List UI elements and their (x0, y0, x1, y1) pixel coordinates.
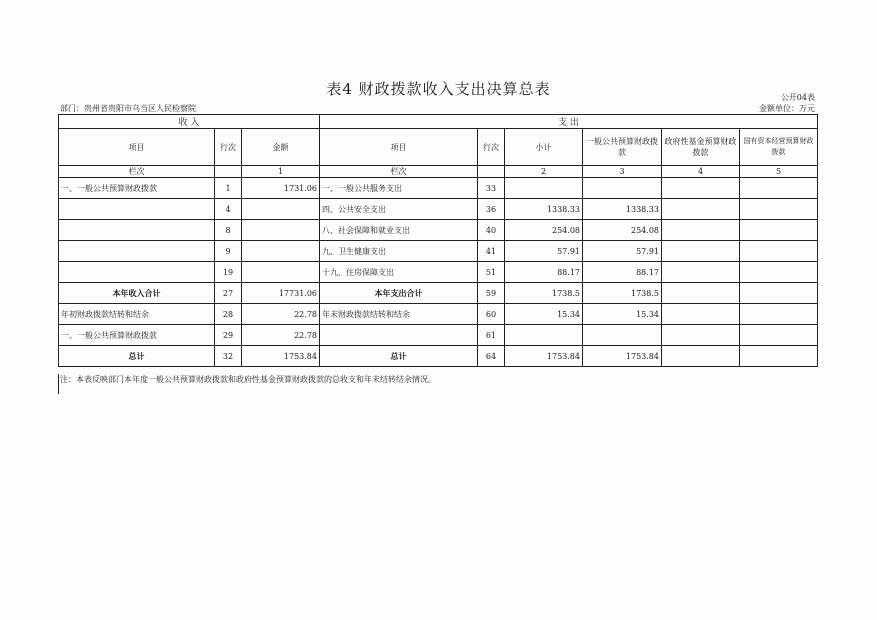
page-title: 表4 财政拨款收入支出决算总表 (326, 80, 551, 98)
state-capital-amount (740, 325, 818, 346)
expense-subtotal (505, 325, 583, 346)
expense-row-no: 64 (478, 346, 505, 367)
expense-row-no: 60 (478, 304, 505, 325)
expense-item: 一、一般公共服务支出 (320, 178, 478, 199)
header-subtotal: 小计 (505, 129, 583, 166)
gov-fund-amount (662, 325, 740, 346)
gov-fund-amount (662, 241, 740, 262)
general-budget-amount: 1338.33 (583, 199, 662, 220)
col-number-label: 栏次 (59, 166, 215, 178)
gov-fund-amount (662, 283, 740, 304)
income-item: 年初财政拨款结转和结余 (59, 304, 215, 325)
expense-row-no: 36 (478, 199, 505, 220)
unit-label: 金额单位：万元 (759, 104, 815, 113)
expense-item: 总计 (320, 346, 478, 367)
table-row (59, 262, 818, 283)
header-row-no: 行次 (215, 129, 242, 166)
header-item: 项目 (59, 129, 215, 166)
income-item (59, 262, 215, 283)
income-amount: 17731.06 (242, 283, 320, 304)
section-header-row (59, 115, 818, 129)
col-number-4: 4 (662, 166, 740, 178)
table-row (59, 199, 818, 220)
expense-item: 年末财政拨款结转和结余 (320, 304, 478, 325)
col-number-3: 3 (583, 166, 662, 178)
income-row-no: 29 (215, 325, 242, 346)
gov-fund-amount (662, 199, 740, 220)
col-number-blank (215, 166, 242, 178)
income-item (59, 241, 215, 262)
form-number: 公开04表 (780, 93, 815, 102)
table-row (59, 346, 818, 367)
expense-item: 本年支出合计 (320, 283, 478, 304)
expense-row-no: 59 (478, 283, 505, 304)
income-item (59, 220, 215, 241)
expense-subtotal: 254.08 (505, 220, 583, 241)
state-capital-amount (740, 178, 818, 199)
expense-subtotal: 1338.33 (505, 199, 583, 220)
expense-row-no: 40 (478, 220, 505, 241)
col-number-5: 5 (740, 166, 818, 178)
expense-row-no: 61 (478, 325, 505, 346)
income-amount (242, 262, 320, 283)
header-general-budget: 一般公共预算财政拨款 (583, 129, 662, 166)
header-state-capital: 国有资本经营预算财政拨款 (740, 129, 818, 166)
state-capital-amount (740, 262, 818, 283)
table-row (59, 304, 818, 325)
income-row-no: 32 (215, 346, 242, 367)
header-exp-row-no: 行次 (478, 129, 505, 166)
expense-subtotal: 1738.5 (505, 283, 583, 304)
expense-item: 十九、住房保障支出 (320, 262, 478, 283)
table-row (59, 241, 818, 262)
expense-subtotal (505, 178, 583, 199)
expense-subtotal: 88.17 (505, 262, 583, 283)
income-item: 总计 (59, 346, 215, 367)
expense-subtotal: 57.91 (505, 241, 583, 262)
budget-table (58, 114, 818, 367)
gov-fund-amount (662, 262, 740, 283)
general-budget-amount: 57.91 (583, 241, 662, 262)
income-amount: 1731.06 (242, 178, 320, 199)
col-number-blank-2 (478, 166, 505, 178)
gov-fund-amount (662, 220, 740, 241)
expense-row-no: 51 (478, 262, 505, 283)
general-budget-amount (583, 325, 662, 346)
expense-item: 八、社会保障和就业支出 (320, 220, 478, 241)
income-row-no: 27 (215, 283, 242, 304)
header-gov-fund: 政府性基金预算财政拨款 (662, 129, 740, 166)
income-row-no: 1 (215, 178, 242, 199)
general-budget-amount: 254.08 (583, 220, 662, 241)
state-capital-amount (740, 346, 818, 367)
col-number-exp-label: 栏次 (320, 166, 478, 178)
income-row-no: 19 (215, 262, 242, 283)
income-amount (242, 199, 320, 220)
income-row-no: 28 (215, 304, 242, 325)
general-budget-amount: 88.17 (583, 262, 662, 283)
income-amount: 1753.84 (242, 346, 320, 367)
state-capital-amount (740, 241, 818, 262)
income-item: 本年收入合计 (59, 283, 215, 304)
footnote: 注：本表反映部门本年度一般公共预算财政拨款和政府性基金预算财政拨款的总收支和年末结转结余情况。 (60, 375, 436, 384)
general-budget-amount: 1753.84 (583, 346, 662, 367)
gov-fund-amount (662, 178, 740, 199)
gov-fund-amount (662, 346, 740, 367)
general-budget-amount: 1738.5 (583, 283, 662, 304)
table-row (59, 220, 818, 241)
state-capital-amount (740, 220, 818, 241)
table-row (59, 325, 818, 346)
general-budget-amount: 15.34 (583, 304, 662, 325)
state-capital-amount (740, 283, 818, 304)
general-budget-amount (583, 178, 662, 199)
expense-section-header: 支 出 (320, 115, 818, 129)
income-amount: 22.78 (242, 325, 320, 346)
income-item: 一、一般公共预算财政拨款 (59, 178, 215, 199)
gov-fund-amount (662, 304, 740, 325)
table-row (59, 178, 818, 199)
table-row (59, 283, 818, 304)
column-number-row (59, 166, 818, 178)
header-exp-item: 项目 (320, 129, 478, 166)
expense-item: 九、卫生健康支出 (320, 241, 478, 262)
expense-subtotal: 15.34 (505, 304, 583, 325)
income-amount (242, 241, 320, 262)
income-amount: 22.78 (242, 304, 320, 325)
header-amount: 金额 (242, 129, 320, 166)
income-row-no: 4 (215, 199, 242, 220)
department-label: 部门：贵州省贵阳市乌当区人民检察院 (60, 104, 196, 113)
state-capital-amount (740, 304, 818, 325)
state-capital-amount (740, 199, 818, 220)
note-border (58, 374, 59, 394)
column-header-row (59, 129, 818, 166)
expense-row-no: 33 (478, 178, 505, 199)
income-section-header: 收 入 (59, 115, 320, 129)
income-item: 一、一般公共预算财政拨款 (59, 325, 215, 346)
expense-item (320, 325, 478, 346)
expense-row-no: 41 (478, 241, 505, 262)
income-row-no: 9 (215, 241, 242, 262)
col-number-2: 2 (505, 166, 583, 178)
income-row-no: 8 (215, 220, 242, 241)
expense-item: 四、公共安全支出 (320, 199, 478, 220)
income-amount (242, 220, 320, 241)
col-number-1: 1 (242, 166, 320, 178)
expense-subtotal: 1753.84 (505, 346, 583, 367)
income-item (59, 199, 215, 220)
